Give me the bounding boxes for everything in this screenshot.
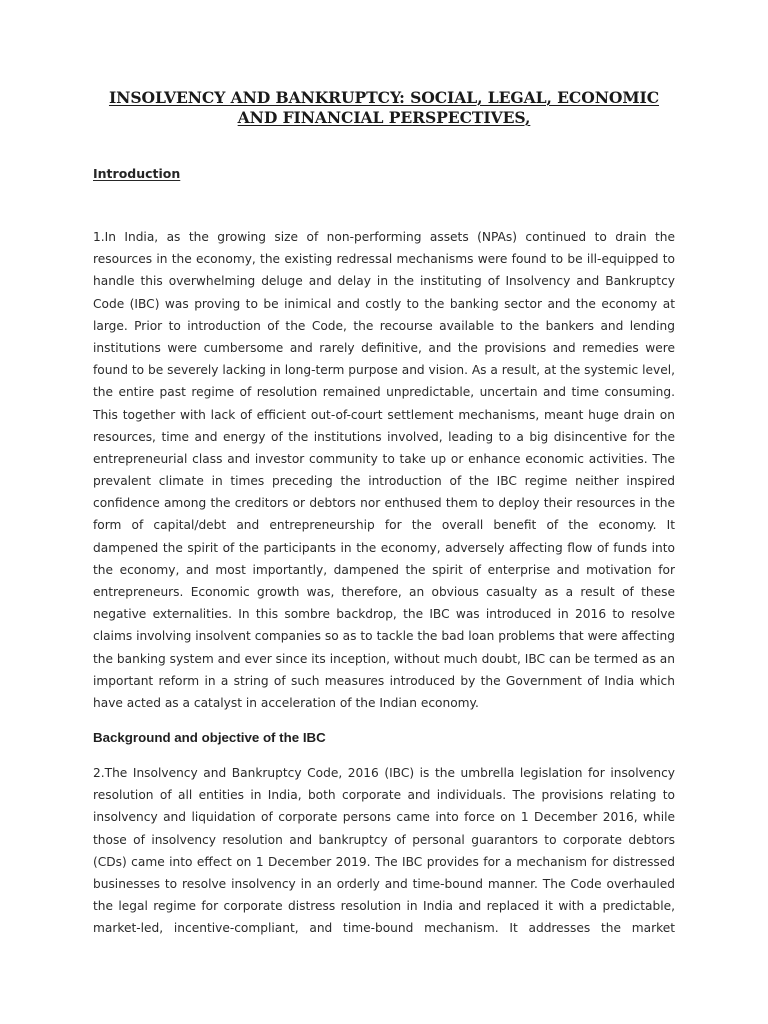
paragraph-line: important reform in a string of such measures introduced by the Government of India which: [93, 673, 675, 688]
paragraph-line: those of insolvency resolution and bankruptcy of personal guarantors to corporate debtors: [93, 832, 675, 847]
paragraph-line: institutions were cumbersome and rarely definitive, and the provisions and remedies were: [93, 340, 675, 355]
paragraph-line: (CDs) came into effect on 1 December 2019. The IBC provides for a mechanism for distressed: [93, 854, 675, 869]
paragraph-line: market-led, incentive-compliant, and time-bound mechanism. It addresses the market: [93, 921, 675, 936]
title-line-2: AND FINANCIAL PERSPECTIVES,: [237, 108, 531, 127]
paragraph-line: have acted as a catalyst in acceleration of the Indian economy.: [93, 695, 479, 710]
paragraph-line: claims involving insolvent companies so as to tackle the bad loan problems that were affecting: [93, 629, 675, 644]
paragraph-line: the legal regime for corporate distress resolution in India and replaced it with a predictable,: [93, 899, 675, 914]
paragraph-line: 1.In India, as the growing size of non-performing assets (NPAs) continued to drain the: [93, 230, 675, 244]
paragraph-line: the economy, and most importantly, dampened the spirit of enterprise and motivation for: [93, 562, 675, 577]
paragraph-line: insolvency and liquidation of corporate persons came into force on 1 December 2016, while: [93, 810, 675, 825]
paragraph-line: the entire past regime of resolution remained unpredictable, uncertain and time consuming.: [93, 385, 675, 400]
paragraph-line: dampened the spirit of the participants in the economy, adversely affecting flow of funds into: [93, 540, 675, 555]
paragraph-line: found to be severely lacking in long-term purpose and vision. As a result, at the systemic level,: [93, 363, 675, 378]
paragraph-line: entrepreneurial class and investor community to take up or enhance economic activities. The: [93, 451, 675, 466]
paragraph-line: large. Prior to introduction of the Code, the recourse available to the bankers and lending: [93, 318, 675, 333]
paragraph-line: negative externalities. In this sombre backdrop, the IBC was introduced in 2016 to resolve: [93, 607, 675, 622]
paragraph-line: confidence among the creditors or debtors nor enthused them to deploy their resources in the: [93, 496, 675, 511]
title-line-1: INSOLVENCY AND BANKRUPTCY: SOCIAL, LEGAL, ECONOMIC: [108, 88, 660, 107]
background-heading: Background and objective of the IBC: [93, 730, 326, 745]
introduction-heading: Introduction: [93, 166, 181, 181]
introduction-paragraph: [93, 226, 675, 714]
paragraph-line: businesses to resolve insolvency in an orderly and time-bound manner. The Code overhauled: [93, 876, 675, 891]
paragraph-line: This together with lack of efficient out-of-court settlement mechanisms, meant huge drain on: [93, 407, 675, 422]
paragraph-line: entrepreneurs. Economic growth was, therefore, an obvious casualty as a result of these: [93, 585, 675, 599]
paragraph-line: handle this overwhelming deluge and delay in the instituting of Insolvency and Bankruptcy: [93, 274, 675, 289]
background-paragraph: [93, 762, 675, 940]
paragraph-line: the banking system and ever since its inception, without much doubt, IBC can be termed as an: [93, 651, 675, 666]
paragraph-line: prevalent climate in times preceding the introduction of the IBC regime neither inspired: [93, 474, 675, 489]
paragraph-line: resolution of all entities in India, both corporate and individuals. The provisions relating to: [93, 788, 675, 803]
paragraph-line: form of capital/debt and entrepreneurship for the overall benefit of the economy. It: [93, 518, 675, 533]
paragraph-line: 2.The Insolvency and Bankruptcy Code, 2016 (IBC) is the umbrella legislation for insolvency: [93, 766, 675, 780]
paragraph-line: resources in the economy, the existing redressal mechanisms were found to be ill-equipped to: [93, 252, 675, 267]
paragraph-line: Code (IBC) was proving to be inimical and costly to the banking sector and the economy at: [93, 296, 675, 311]
document-title: [93, 88, 675, 128]
paragraph-line: resources, time and energy of the institutions involved, leading to a big disincentive for the: [93, 429, 675, 444]
